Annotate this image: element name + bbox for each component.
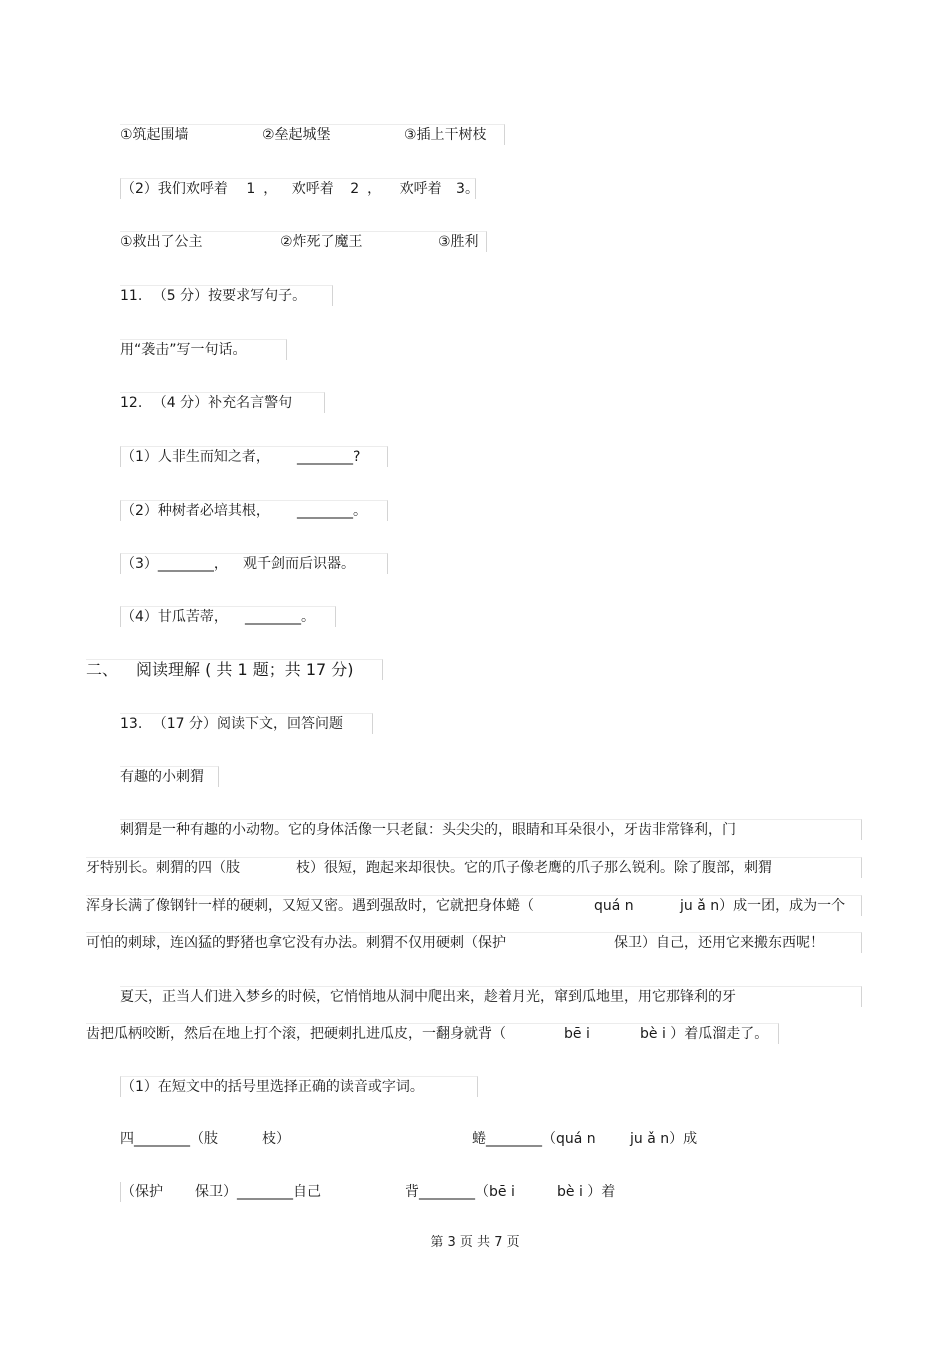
fill-row-1 [120, 1129, 720, 1149]
passage-line: 刺猬是一种有趣的小动物。它的身体活像一只老鼠：头尖尖的，眼睛和耳朵很小，牙齿非常锋利，门 [120, 819, 862, 840]
q10-option: ③胜利 [438, 234, 479, 250]
passage-segment: bè i ）着瓜溜走了。 [640, 1026, 769, 1042]
pinyin-option: bē i [564, 1026, 590, 1042]
q10-sub2-prefix: （2）我们欢呼着 [121, 181, 228, 197]
q12-item-2 [120, 500, 388, 521]
fill-item: 枝） [262, 1131, 290, 1147]
section-heading [86, 659, 383, 680]
passage-segment: 牙特别长。刺猬的四（肢 [86, 860, 240, 876]
q12-item-blank: ________。 [297, 503, 367, 519]
q12-heading [120, 392, 325, 413]
q10-sep: ， [367, 181, 382, 197]
q12-item-4 [120, 606, 336, 627]
passage-line: 夏天，正当人们进入梦乡的时候，它悄悄地从洞中爬出来，趁着月光，窜到瓜地里，用它那锋利的牙 [120, 986, 862, 1007]
fill-item: 四________（肢 [120, 1131, 218, 1147]
question-number: 13. [120, 716, 143, 732]
question-title: （5 分）按要求写句子。 [152, 288, 307, 304]
passage-segment: ju ǎ n）成一团，成为一个 [680, 898, 846, 914]
q10-blank-num: 2 [350, 181, 360, 197]
q10-sub2-mid: 欢呼着 [399, 181, 442, 197]
fill-item: 保卫）________自己 [195, 1184, 321, 1200]
q10-options-2 [120, 231, 487, 252]
fill-item: 背________（bē i [405, 1184, 515, 1200]
section-title: 阅读理解 ( 共 1 题；共 17 分) [136, 660, 354, 679]
passage-line [86, 857, 862, 878]
q10-option: ③插上干树枝 [404, 127, 487, 143]
q12-item-text: （1）人非生而知之者， [121, 449, 270, 465]
fill-row-2 [120, 1182, 641, 1202]
question-title: （4 分）补充名言警句 [152, 395, 293, 411]
q12-item-text: 观千剑而后识器。 [243, 556, 355, 572]
question-title: （17 分）阅读下文，回答问题 [152, 716, 343, 732]
passage-line [86, 895, 862, 916]
q12-item-text: （4）甘瓜苦蒂， [121, 609, 228, 625]
fill-item: ju ǎ n）成 [630, 1131, 698, 1147]
q13-heading [120, 713, 373, 734]
q12-item-3 [120, 553, 388, 574]
passage-line [86, 932, 862, 953]
fill-item: 蜷________（quá n [472, 1131, 596, 1147]
pinyin-option: quá n [594, 898, 634, 914]
q11-heading [120, 285, 333, 306]
q10-blank-num: 3。 [456, 181, 479, 197]
question-number: 12. [120, 395, 143, 411]
passage-segment: 保卫）自己，还用它来搬东西呢！ [614, 935, 824, 951]
q12-item-1 [120, 446, 388, 467]
q11-instruction: 用“袭击”写一句话。 [120, 339, 287, 360]
q12-item-text: （2）种树者必培其根， [121, 503, 270, 519]
q10-option: ①救出了公主 [120, 234, 203, 250]
q10-sep: ， [263, 181, 278, 197]
q10-option: ②垒起城堡 [262, 127, 331, 143]
q10-blank-num: 1 [246, 181, 256, 197]
passage-segment: 齿把瓜柄咬断，然后在地上打个滚，把硬刺扎进瓜皮，一翻身就背（ [86, 1026, 506, 1042]
q12-item-blank: ________? [297, 449, 361, 465]
fill-item: bè i ）着 [557, 1184, 616, 1200]
page-footer: 第 3 页 共 7 页 [430, 1235, 520, 1250]
section-number: 二、 [86, 660, 119, 679]
q10-sub2 [120, 178, 479, 199]
passage-title: 有趣的小刺猬 [120, 766, 219, 787]
q12-item-blank: （3）________， [121, 556, 228, 572]
question-number: 11. [120, 288, 143, 304]
q10-options-1 [120, 124, 505, 145]
fill-item: （保护 [121, 1184, 163, 1200]
passage-segment: 浑身长满了像钢针一样的硬刺，又短又密。遇到强敌时，它就把身体蜷（ [86, 898, 534, 914]
q10-sub2-mid: 欢呼着 [291, 181, 334, 197]
q10-option: ②炸死了魔王 [280, 234, 363, 250]
q10-option: ①筑起围墙 [120, 127, 189, 143]
passage-segment: 枝）很短，跑起来却很快。它的爪子像老鹰的爪子那么锐利。除了腹部，刺猬 [296, 860, 772, 876]
passage-segment: 可怕的刺球，连凶猛的野猪也拿它没有办法。刺猬不仅用硬刺（保护 [86, 935, 506, 951]
passage-line [86, 1023, 779, 1044]
q12-item-blank: ________。 [245, 609, 315, 625]
q13-sub1: （1）在短文中的括号里选择正确的读音或字词。 [120, 1076, 478, 1097]
